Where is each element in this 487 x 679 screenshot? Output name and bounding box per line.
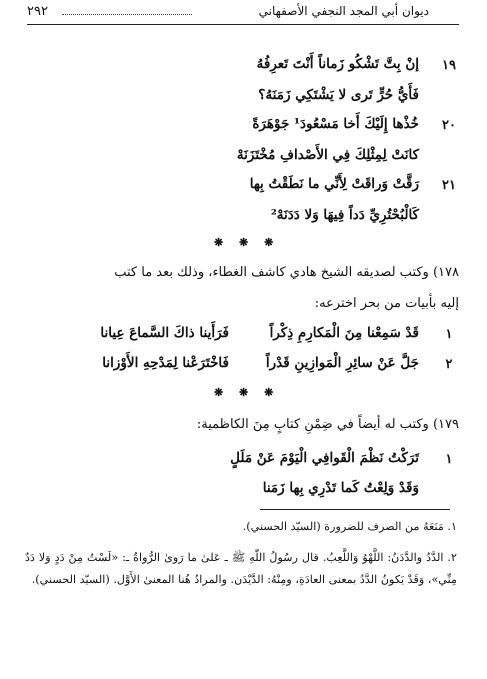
section-178-intro: ١٧٨) وكتب لصديقه الشيخ هادي كاشف الغطاء، وذلك بعد ما كتب [114, 265, 459, 280]
verse-left-hemistich: فَرَأَينا ذاكَ السَّماعَ عِيانا [100, 325, 229, 341]
running-title: ديوان أبي المجد النجفي الأصفهاني [258, 4, 429, 18]
verse-number: ٢١ [442, 178, 456, 193]
page-number: ٢٩٢ [27, 4, 48, 19]
verse-hemistich-2: وَقَدْ وَلِعْتُ كَما تَدْرِي بِها زَمَنا [262, 480, 419, 496]
verse-hemistich-1: رَقَّتْ وَراقَتْ لِأَنِّي ما نَطَقْتُ بِها [249, 176, 419, 192]
header-dotted-leader [62, 6, 192, 15]
verse-hemistich-1: إنْ بِتَّ تَشْكُو زَماناً أَنْتَ تَعرِفُهُ [256, 56, 419, 72]
footnote-rule [260, 509, 450, 510]
header-rule [27, 24, 459, 25]
verse-number: ١ [445, 327, 453, 342]
verse-number: ١ [445, 452, 453, 467]
verse-number: ٢ [445, 357, 453, 372]
footnote-2: ٢. الدَّدُ والدَّدَنُ: اللَّهْوُ وَاللَّعِبُ. قال رسُولُ اللّٰهِ ﷺ ـ عَلىٰ ما رَوىٰ الرُّواةُ ـ: «لَسْتُ مِنْ دَدٍ وَلا دَدٌ مِنِّي»، وَقَدْ يَكونُ الدَّدُ بمعنى العادَةِ، ومِنْهُ: الدَّيْدَن. والمرادُ هُنا المعنىٰ الأَوَّل. (السيّد الحسني). [25, 551, 457, 586]
verse-hemistich-2: كانَتْ لِمِثْلِكَ فِي الأَصْدافِ مُخْتَزَنَهْ [236, 147, 419, 163]
section-178-intro-cont: إليه بأبيات من بحر اخترعه: [314, 296, 459, 311]
verse-left-hemistich: فَاخْتَرَعْنا لِمَدْحِهِ الأَوْزانا [102, 355, 229, 371]
section-separator: ❋ ❋ ❋ [214, 386, 280, 399]
verse-hemistich-1: تَرَكْتُ نَظْمَ الْقَوافِي الْيَوْمَ عَنْ مَلَلٍ [230, 450, 419, 466]
verse-number: ٢٠ [442, 118, 456, 133]
verse-right-hemistich: قَدْ سَمِعْنا مِنَ الْمَكارِمِ ذِكْراً [269, 325, 419, 341]
section-179-intro: ١٧٩) وكتب له أيضاً في ضِمْنِ كتابٍ مِنَ الكاظمية: [196, 417, 459, 432]
verse-hemistich-2: فَأَيُّ حُرٍّ تَرى لا يَشْتَكِي زَمَنَهُ؟ [258, 87, 419, 103]
section-separator: ❋ ❋ ❋ [214, 236, 280, 249]
verse-number: ١٩ [442, 58, 456, 73]
footnote-1: ١. مَنَعَهُ من الصرف للضرورة (السيّد الحسني). [242, 520, 457, 533]
verse-right-hemistich: جَلَّ عَنْ سائِرِ الْمَوازِينِ قَدْراً [265, 355, 419, 371]
verse-hemistich-1: خُذْها إِلَيْكَ أَخا مَسْعُودَ¹ جَوْهَرَةً [252, 116, 419, 132]
verse-hemistich-2: كَالْبُحْتُرِيِّ دَداً فِيهَا وَلا دَدَنَهْ² [270, 207, 419, 223]
